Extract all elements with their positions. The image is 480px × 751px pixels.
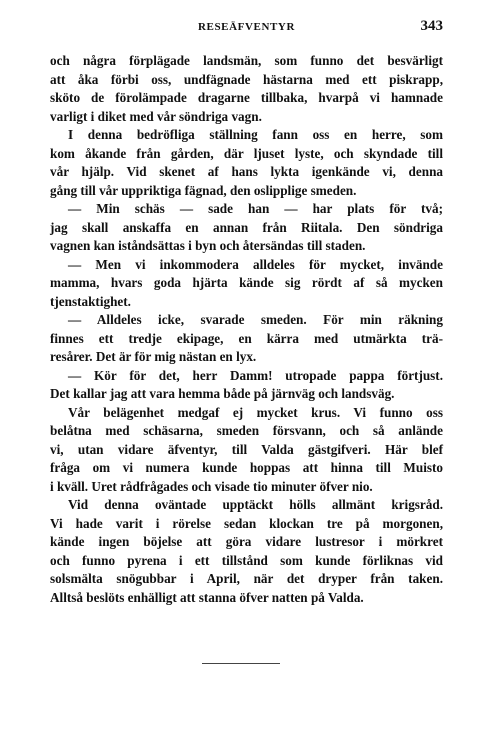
text-line: resårer. Det är för mig nästan en lyx. [50,349,257,364]
text-line: kom åkande från gården, där ljuset lyste, och skyndade till [50,145,443,161]
text-line: fråga om vi numera kunde hoppas att hinna till Muisto [50,460,443,475]
text-line: — Men vi inkommodera alldeles för mycket, invände [68,256,443,272]
text-line: att åka förbi oss, undfägnade hästarna med ett piskrapp, [50,71,443,87]
text-line: varligt i diket med vår söndriga vagn. [50,108,262,124]
text-line: I denna bedröfliga ställning fann oss en herre, som [68,127,443,142]
text-line: Vår belägenhet medgaf ej mycket krus. Vi funno oss [68,404,443,420]
text-line: belåtna med schäsarna, smeden försvann, och så anlände [50,423,443,438]
text-line: — Kör för det, herr Damm! utropade pappa förtjust. [68,367,443,383]
text-line: Alltså beslöts enhälligt att stanna öfver natten på Valda. [50,589,364,605]
text-line: solsmälta snögubbar i April, när det dryper från taken. [50,571,443,586]
text-line: och några förplägade landsmän, som funno det besvärligt [50,53,443,68]
text-line: Vi hade varit i rörelse sedan klockan tre på morgonen, [50,515,443,531]
text-line: tjenstaktighet. [50,293,131,309]
text-line: — Min schäs — sade han — har plats för två; [68,201,443,216]
text-line: gång till vår uppriktiga fägnad, den oslipplige smeden. [50,182,357,198]
text-line: mamma, hvars goda hjärta kände sig rördt af så mycken [50,275,443,290]
text-line: vi, utan vidare äfventyr, till Valda gästgifveri. Här blef [50,441,443,457]
running-title: RESEÄFVENTYR [197,21,296,33]
page-number: 343 [420,18,443,34]
end-rule [202,663,280,664]
text-line: sköto de förolämpade dragarne tillbaka, hvarpå vi hamnade [50,90,443,105]
text-line: i kväll. Uret rådfrågades och visade tio minuter öfver nio. [50,478,373,494]
book-page [50,18,443,607]
page-header [50,18,443,40]
body-text [50,52,443,607]
text-line: kände ingen böjelse att göra vidare lustresor i mörkret [50,534,443,549]
text-line: Vid denna oväntade upptäckt hölls allmänt krigsråd. [68,497,443,512]
text-line: vår hjälp. Vid skenet af hans lykta igenkände vi, denna [50,164,443,179]
text-line: finnes ett tredje ekipage, en kärra med utmärkta trä- [50,330,443,346]
text-line: — Alldeles icke, svarade smeden. För min räkning [68,312,443,327]
text-line: och funno pyrena i ett tillstånd som kunde förliknas vid [50,552,443,568]
text-line: vagnen kan iståndsättas i byn och återsändas till staden. [50,238,366,253]
text-line: jag skall anskaffa en annan från Riitala. Den söndriga [50,219,443,235]
text-line: Det kallar jag att vara hemma både på järnväg och landsväg. [50,386,395,401]
